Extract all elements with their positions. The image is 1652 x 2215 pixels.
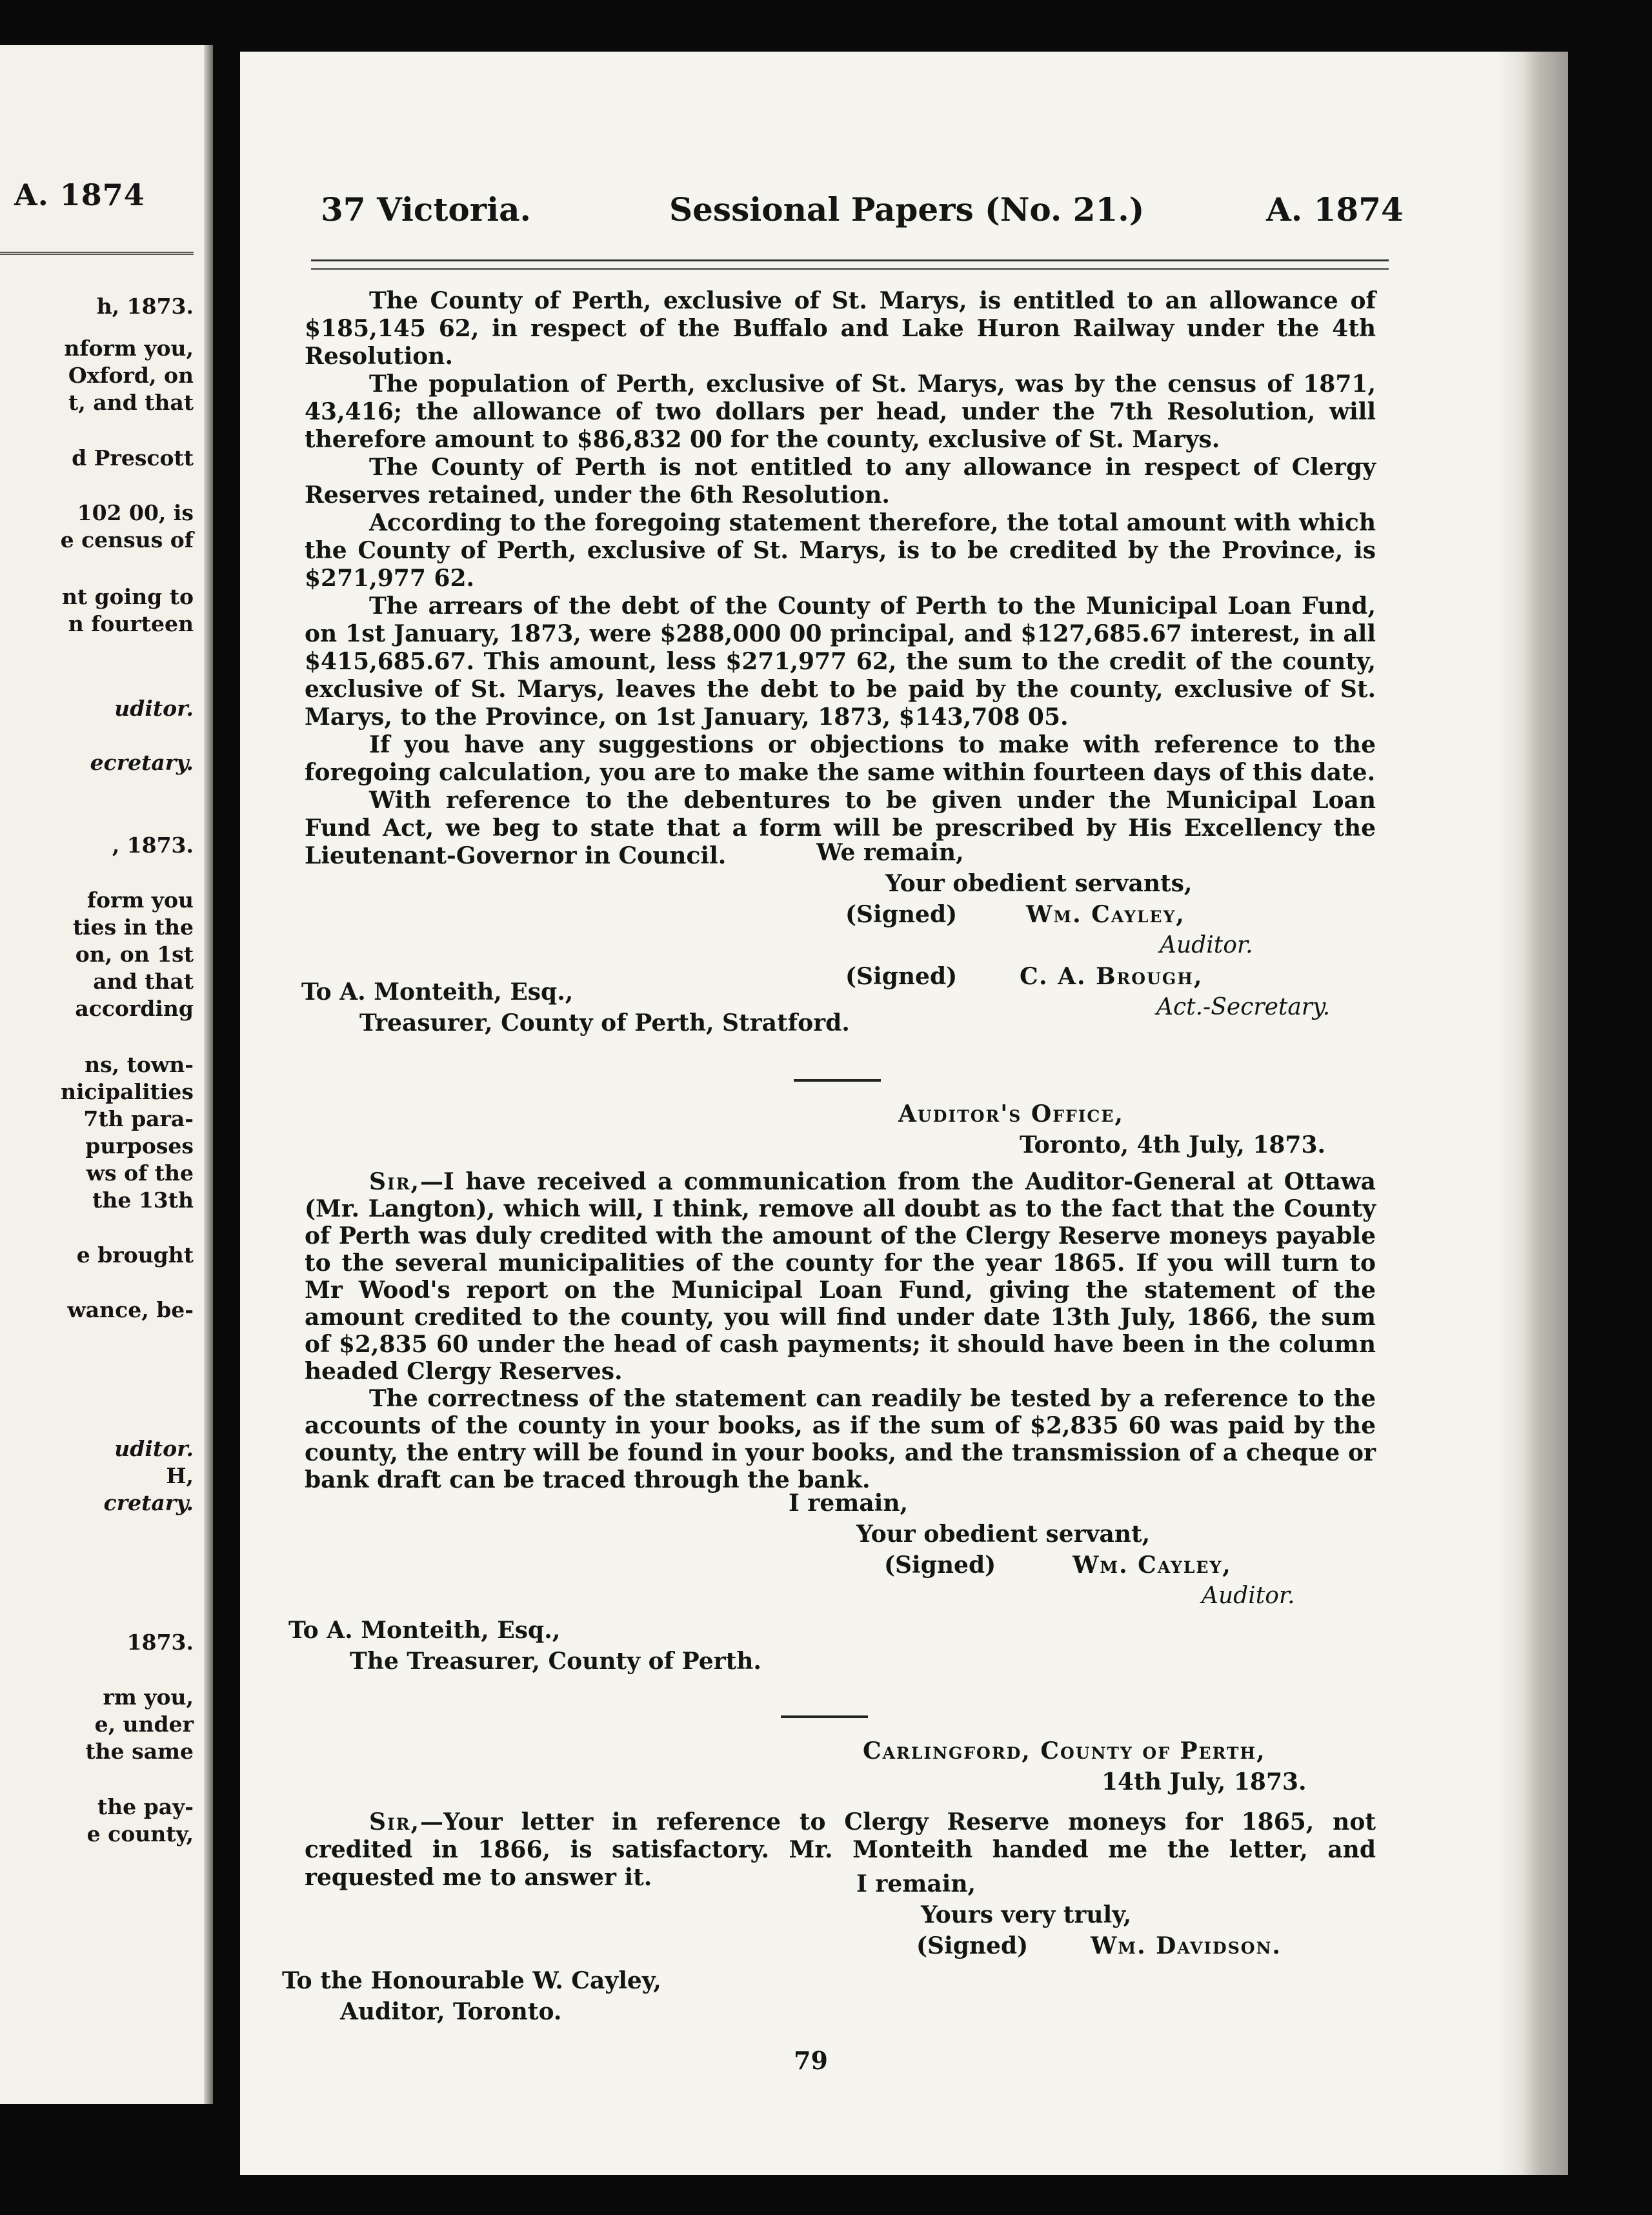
letter1-closing2: Your obedient servants, <box>885 870 1193 897</box>
letter2-signed: (Signed) <box>884 1552 996 1579</box>
left-page-line: the pay- <box>97 1794 194 1819</box>
letter2-paragraph: The correctness of the statement can readily be tested by a reference to the accounts of the county in your books, as if the sum of $2,835 60 was paid by the county, the entry will be found in your books, and the transmission of a cheque or bank draft can be traced through the bank. <box>305 1385 1376 1493</box>
letter3-addressee-line2: Auditor, Toronto. <box>340 1998 562 2025</box>
letter3-paragraph-text: —Your letter in reference to Clergy Reserve moneys for 1865, not credited in 1866, is satisfactory. Mr. Monteith handed me the letter, and requested me to answer it. <box>305 1808 1376 1891</box>
letter2-date: Toronto, 4th July, 1873. <box>1020 1131 1326 1158</box>
letter2-salutation: Sir, <box>369 1168 421 1195</box>
letter1-body <box>305 287 1376 870</box>
letter1-paragraph: The population of Perth, exclusive of St. Marys, was by the census of 1871, 43,416; the allowance of two dollars per head, under the 7th Resolution, will therefore amount to $86,832 00 for the county, exclusive of St. Marys. <box>305 370 1376 453</box>
letter1-paragraph: The County of Perth, exclusive of St. Marys, is entitled to an allowance of $185,145 62, in respect of the Buffalo and Lake Huron Railway under the 4th Resolution. <box>305 287 1376 370</box>
letter1-title2: Act.-Secretary. <box>1156 994 1331 1020</box>
left-page-line: e brought <box>76 1242 194 1268</box>
letter2-addressee-line2: The Treasurer, County of Perth. <box>350 1648 761 1675</box>
left-page-line: purposes <box>85 1133 194 1158</box>
letter3-signed: (Signed) <box>916 1932 1029 1959</box>
header-rule <box>311 259 1389 270</box>
letter2-addressee: To A. Monteith, Esq., <box>288 1617 561 1644</box>
left-page-line: 7th para- <box>83 1106 194 1131</box>
letter3-place: Carlingford, County of Perth, <box>863 1737 1266 1765</box>
left-page-line: n fourteen <box>68 611 194 636</box>
letter2-signer: Wm. Cayley, <box>1073 1552 1232 1579</box>
letter2-place: Auditor's Office, <box>898 1100 1124 1128</box>
left-page-line: the 13th <box>92 1188 194 1213</box>
left-page-line: Oxford, on <box>68 363 194 388</box>
letter3-addressee: To the Honourable W. Cayley, <box>282 1967 661 1994</box>
left-header-rule <box>0 252 194 255</box>
left-page-line: ws of the <box>86 1160 194 1186</box>
letter1-title1: Auditor. <box>1160 932 1253 958</box>
left-page-line: , 1873. <box>112 833 194 858</box>
left-page-line: form you <box>86 887 194 913</box>
left-page-line: wance, be- <box>67 1297 194 1322</box>
left-page-line: H, <box>166 1463 194 1488</box>
left-page-line: h, 1873. <box>96 294 194 319</box>
left-page-line: cretary. <box>103 1490 194 1515</box>
left-page-line: uditor. <box>114 696 194 721</box>
header-center: Sessional Papers (No. 21.) <box>669 190 1145 228</box>
letter3-salutation: Sir, <box>369 1808 421 1836</box>
letter1-paragraph: The County of Perth is not entitled to any allowance in respect of Clergy Reserves retained, under the 6th Resolution. <box>305 454 1376 509</box>
letter3-signer: Wm. Davidson. <box>1091 1932 1282 1959</box>
separator-rule <box>781 1715 868 1718</box>
letter1-paragraph: According to the foregoing statement therefore, the total amount with which the County of Perth, exclusive of St. Marys, is to be credited by the Province, is $271,977 62. <box>305 509 1376 592</box>
left-page-line: nicipalities <box>60 1079 194 1104</box>
left-page-line: ns, town- <box>85 1052 194 1077</box>
left-page-line: nform you, <box>64 336 194 361</box>
letter2-closing1: I remain, <box>789 1490 909 1517</box>
letter1-addressee-line2: Treasurer, County of Perth, Stratford. <box>359 1009 850 1037</box>
left-page-line: ties in the <box>72 915 194 940</box>
left-page-line: the same <box>85 1739 194 1764</box>
letter3-body <box>305 1808 1376 1892</box>
left-page-line: 1873. <box>126 1630 194 1655</box>
left-page-line: uditor. <box>114 1436 194 1461</box>
letter1-signer1: Wm. Cayley, <box>1026 901 1185 928</box>
letter3-closing2: Yours very truly, <box>921 1901 1132 1928</box>
letter3-date: 14th July, 1873. <box>1102 1768 1307 1795</box>
left-page-line: e county, <box>86 1821 194 1846</box>
letter2-body <box>305 1168 1376 1493</box>
left-page-line: rm you, <box>103 1684 194 1710</box>
header-left: 37 Victoria. <box>321 190 531 228</box>
page-gutter <box>204 45 213 2104</box>
left-page-line: on, on 1st <box>75 942 194 967</box>
letter1-paragraph: If you have any suggestions or objections to make with reference to the foregoing calculation, you are to make the same within fourteen days of this date. <box>305 731 1376 786</box>
letter3-paragraph <box>305 1808 1376 1892</box>
letter3-closing1: I remain, <box>856 1870 976 1897</box>
left-page-line: e, under <box>94 1712 194 1737</box>
left-page-line: d Prescott <box>72 445 194 470</box>
letter1-signer2: C. A. Brough, <box>1020 963 1204 990</box>
letter1-closing1: We remain, <box>816 839 964 866</box>
letter1-signed1: (Signed) <box>845 901 958 928</box>
left-page-header: A. 1874 <box>14 177 145 212</box>
letter1-paragraph: With reference to the debentures to be given under the Municipal Loan Fund Act, we beg to state that a form will be prescribed by His Excellency the Lieutenant-Governor in Council. <box>305 787 1376 869</box>
letter2-paragraph <box>305 1168 1376 1385</box>
page-edge-shadow <box>1497 52 1568 2175</box>
left-page-line: ecretary. <box>90 750 194 775</box>
letter1-signed2: (Signed) <box>845 963 958 990</box>
left-page-line: e census of <box>60 527 194 552</box>
letter1-paragraph: The arrears of the debt of the County of Perth to the Municipal Loan Fund, on 1st January, 1873, were $288,000 00 principal, and $127,685.67 interest, in all $415,685.67. This amount, less $271,977 62, the sum to the credit of the county, exclusive of St. Marys, leaves the debt to be paid by the county, exclusive of St. Marys, to the Province, on 1st January, 1873, $143,708 05. <box>305 592 1376 731</box>
left-page-line: according <box>75 996 194 1021</box>
left-page-line: 102 00, is <box>77 500 194 525</box>
left-page-fragment <box>0 45 213 2104</box>
separator-rule <box>794 1079 881 1082</box>
page-number: 79 <box>794 2046 828 2075</box>
header-right: A. 1874 <box>1266 190 1404 228</box>
letter2-closing2: Your obedient servant, <box>856 1521 1151 1548</box>
letter1-addressee: To A. Monteith, Esq., <box>301 978 574 1006</box>
letter2-title: Auditor. <box>1202 1583 1295 1609</box>
letter2-paragraph-text: —I have received a communication from the Auditor-General at Ottawa (Mr. Langton), which will, I think, remove all doubt as to the fact that the County of Perth was duly credited with the amount of the Clergy Reserve moneys payable to the several municipalities of the county for the year 1865. If you will turn to Mr Wood's report on the Municipal Loan Fund, giving the statement of the amount credited to the county, you will find under date 13th July, 1866, the sum of $2,835 60 under the head of cash payments; it should have been in the column headed Clergy Reserves. <box>305 1168 1376 1385</box>
main-page <box>240 52 1568 2175</box>
left-page-line: nt going to <box>61 584 194 609</box>
left-page-line: t, and that <box>68 390 194 415</box>
left-page-line: and that <box>93 969 194 994</box>
